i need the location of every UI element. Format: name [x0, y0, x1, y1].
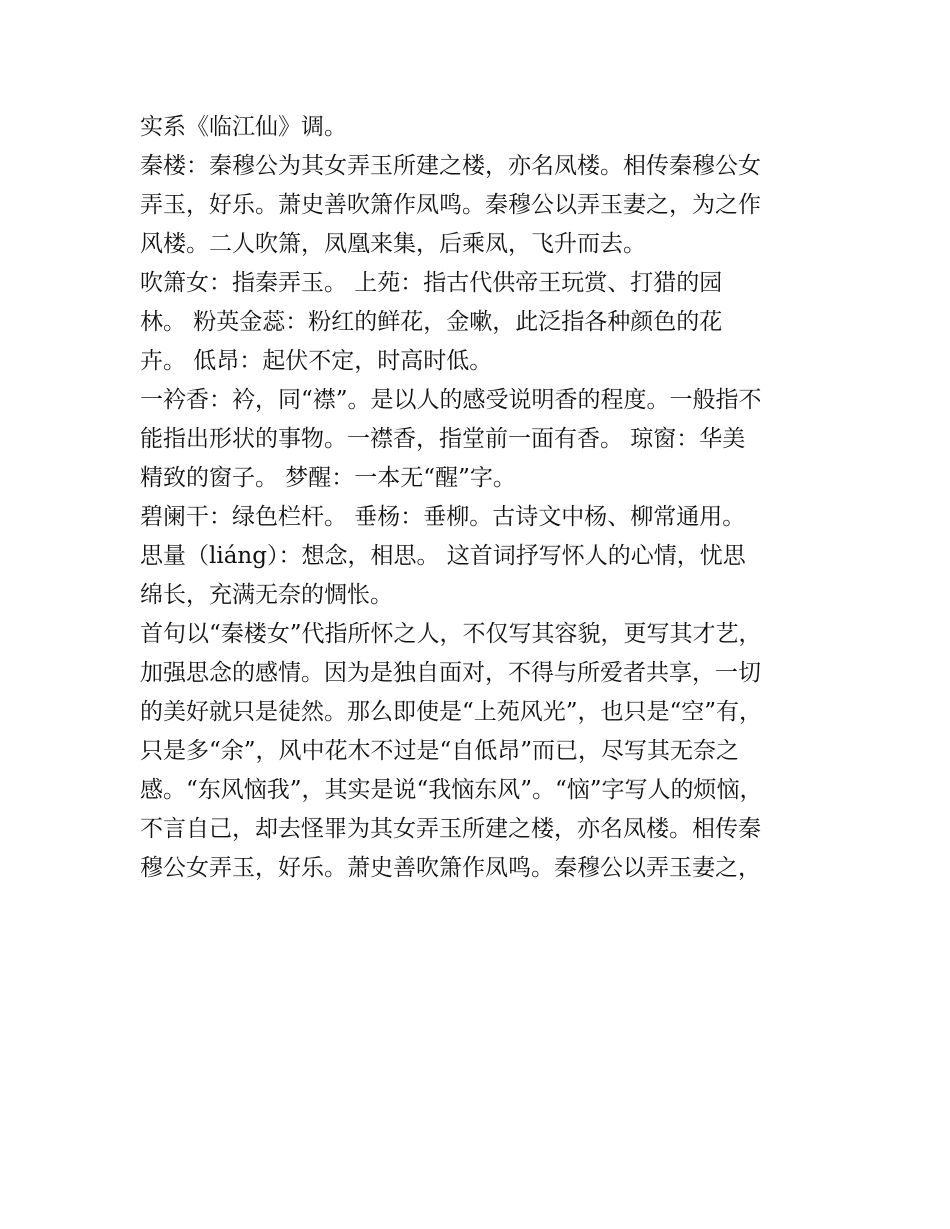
paragraph-3 — [140, 264, 820, 381]
text-line: 穆公女弄玉，好乐。萧史善吹箫作凤鸣。秦穆公以弄玉妻之， — [140, 855, 761, 881]
text-line: 只是多“余”，风中花木不过是“自低昂”而已，尽写其无奈之 — [140, 738, 740, 764]
text-line: 思量（liáng）：想念，相思。 这首词抒写怀人的心情，忧思 — [140, 543, 746, 569]
text-line: 的美好就只是徒然。那么即使是“上苑风光”，也只是“空”有， — [140, 699, 763, 725]
text-line: 吹箫女：指秦弄玉。 上苑：指古代供帝王玩赏、打猎的园 — [140, 270, 723, 296]
text-line: 秦楼：秦穆公为其女弄玉所建之楼，亦名凤楼。相传秦穆公女 — [140, 153, 761, 179]
text-line: 实系《临江仙》调。 — [140, 114, 347, 140]
text-line: 加强思念的感情。因为是独自面对，不得与所爱者共享，一切 — [140, 660, 761, 686]
paragraph-4 — [140, 381, 820, 498]
text-line: 能指出形状的事物。一襟香，指堂前一面有香。 琼窗：华美 — [140, 426, 746, 452]
text-line: 风楼。二人吹箫，凤凰来集，后乘凤，飞升而去。 — [140, 231, 646, 257]
text-line: 绵长，充满无奈的惆怅。 — [140, 582, 393, 608]
paragraph-2 — [140, 147, 820, 264]
paragraph-5 — [140, 498, 820, 537]
paragraph-7 — [140, 615, 820, 888]
text-line: 卉。 低昂：起伏不定，时高时低。 — [140, 348, 493, 374]
text-line: 弄玉，好乐。萧史善吹箫作凤鸣。秦穆公以弄玉妻之，为之作 — [140, 192, 761, 218]
paragraph-6 — [140, 537, 820, 615]
text-line: 精致的窗子。 梦醒：一本无“醒”字。 — [140, 465, 516, 491]
text-line: 感。“东风恼我”，其实是说“我恼东风”。“恼”字写人的烦恼， — [140, 777, 763, 803]
text-line: 首句以“秦楼女”代指所怀之人，不仅写其容貌，更写其才艺， — [140, 621, 762, 647]
text-line: 不言自己，却去怪罪为其女弄玉所建之楼，亦名凤楼。相传秦 — [140, 816, 761, 842]
text-line: 一衿香：衿，同“襟”。是以人的感受说明香的程度。一般指不 — [140, 387, 762, 413]
paragraph-1 — [140, 108, 820, 147]
document-body — [140, 108, 820, 888]
text-line: 碧阑干：绿色栏杆。 垂杨：垂柳。古诗文中杨、柳常通用。 — [140, 504, 746, 530]
text-line: 林。 粉英金蕊：粉红的鲜花，金嗽，此泛指各种颜色的花 — [140, 309, 723, 335]
